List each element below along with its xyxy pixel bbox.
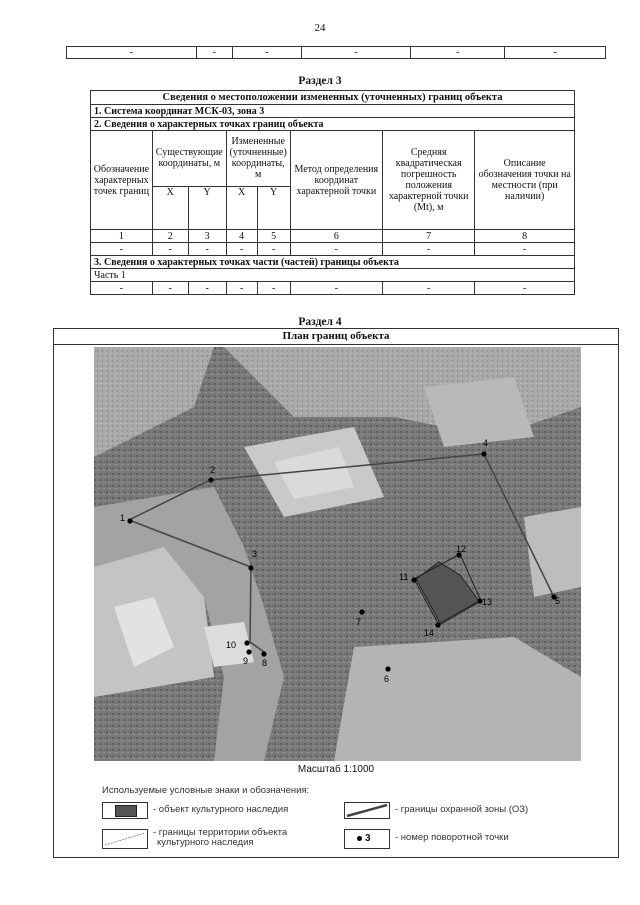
header-y: Y (257, 186, 290, 229)
zone-line-icon (345, 803, 389, 818)
object-swatch-fill (115, 805, 137, 817)
legend-point-swatch (344, 829, 390, 849)
cell: 2 (152, 230, 188, 243)
part-1-label: Часть 1 (91, 269, 575, 282)
cell: - (226, 282, 257, 295)
cell: - (188, 282, 226, 295)
cell: - (383, 243, 475, 256)
point-marker (385, 666, 390, 671)
point-label: 5 (555, 596, 561, 606)
cell: 8 (475, 230, 575, 243)
table-row (91, 243, 575, 256)
cell: - (91, 243, 153, 256)
cell: - (152, 282, 188, 295)
map-area-light (424, 377, 534, 447)
legend-zone-swatch (344, 802, 390, 819)
cell: 7 (383, 230, 475, 243)
points-heading: 2. Сведения о характерных точках границ объекта (91, 118, 575, 131)
legend-territory-line2: культурного наследия (157, 837, 254, 848)
plan-frame (53, 328, 619, 858)
point-label: 1 (120, 513, 126, 523)
cell: - (152, 243, 188, 256)
map-area-light (334, 637, 581, 761)
cell: - (67, 47, 197, 59)
point-label: 11 (399, 572, 409, 582)
point-label: 4 (483, 438, 489, 448)
header-changed-coords: Измененные (уточненные) координаты, м (226, 131, 290, 187)
point-label: 6 (384, 674, 390, 684)
header-x: X (152, 186, 188, 229)
cell: - (188, 243, 226, 256)
legend-zone-label: - границы охранной зоны (ОЗ) (395, 804, 529, 815)
part-heading: 3. Сведения о характерных точках части (частей) границы объекта (91, 256, 575, 269)
point-label: 2 (210, 465, 216, 475)
section4-heading: Раздел 4 (298, 316, 342, 328)
legend-territory-line1: - границы территории объекта (153, 827, 288, 838)
cell: - (226, 243, 257, 256)
cell: - (257, 282, 290, 295)
legend-object-swatch (102, 802, 148, 819)
legend-point-label: - номер поворотной точки (395, 832, 509, 843)
cell: - (383, 282, 475, 295)
point-marker (127, 518, 132, 523)
cell: 4 (226, 230, 257, 243)
point-label: 13 (482, 597, 493, 607)
cell: - (257, 243, 290, 256)
cell: - (232, 47, 301, 59)
point-marker (435, 622, 440, 627)
cell: - (302, 47, 411, 59)
cell: 6 (290, 230, 382, 243)
table-row (91, 282, 575, 295)
header-existing-coords: Существующие координаты, м (152, 131, 226, 187)
cell: 3 (188, 230, 226, 243)
point-dot-icon (357, 836, 362, 841)
header-designation: Обозначение характерных точек границ (91, 131, 153, 230)
header-method: Метод определения координат характерной точки (290, 131, 382, 230)
point-marker (246, 649, 251, 654)
point-marker (359, 609, 364, 614)
point-label: 10 (226, 640, 237, 650)
point-marker (208, 477, 213, 482)
coordinate-system: 1. Система координат МСК-03, зона 3 (91, 105, 575, 118)
boundary-map (94, 347, 581, 761)
point-marker (248, 565, 253, 570)
section3-title: Сведения о местоположении измененных (уточненных) границ объекта (91, 91, 575, 105)
point-label: 9 (243, 656, 249, 666)
cell: - (475, 282, 575, 295)
cell: - (411, 47, 505, 59)
cell: - (290, 243, 382, 256)
cell: - (505, 47, 606, 59)
legend-object-label: - объект культурного наследия (153, 804, 289, 815)
point-label: 7 (356, 617, 362, 627)
legend-title: Используемые условные знаки и обозначения: (102, 785, 310, 796)
header-x: X (226, 186, 257, 229)
point-marker (244, 640, 249, 645)
point-label: 14 (424, 628, 435, 638)
point-label: 3 (252, 549, 258, 559)
plan-title: План границ объекта (54, 329, 618, 345)
cell: - (196, 47, 232, 59)
header-description: Описание обозначения точки на местности (при наличии) (475, 131, 575, 230)
cell: 5 (257, 230, 290, 243)
cell: - (290, 282, 382, 295)
header-rms-error: Средняя квадратическая погрешность положения характерной точки (Mt), м (383, 131, 475, 230)
map-scale: Масштаб 1:1000 (297, 764, 375, 775)
section3-heading: Раздел 3 (298, 75, 342, 87)
point-marker (481, 451, 486, 456)
territory-line-icon (103, 830, 147, 848)
point-marker (411, 577, 416, 582)
point-label: 12 (456, 544, 467, 554)
cell: 1 (91, 230, 153, 243)
legend-territory-label (153, 828, 287, 848)
section3-table (90, 90, 575, 295)
page-number: 24 (314, 22, 326, 34)
header-y: Y (188, 186, 226, 229)
point-label: 8 (262, 658, 268, 668)
cell: - (91, 282, 153, 295)
table-row (91, 230, 575, 243)
point-marker (261, 651, 266, 656)
legend-territory-swatch (102, 829, 148, 849)
previous-table-row (66, 46, 606, 59)
legend-point-sample: 3 (365, 833, 371, 844)
cell: - (475, 243, 575, 256)
